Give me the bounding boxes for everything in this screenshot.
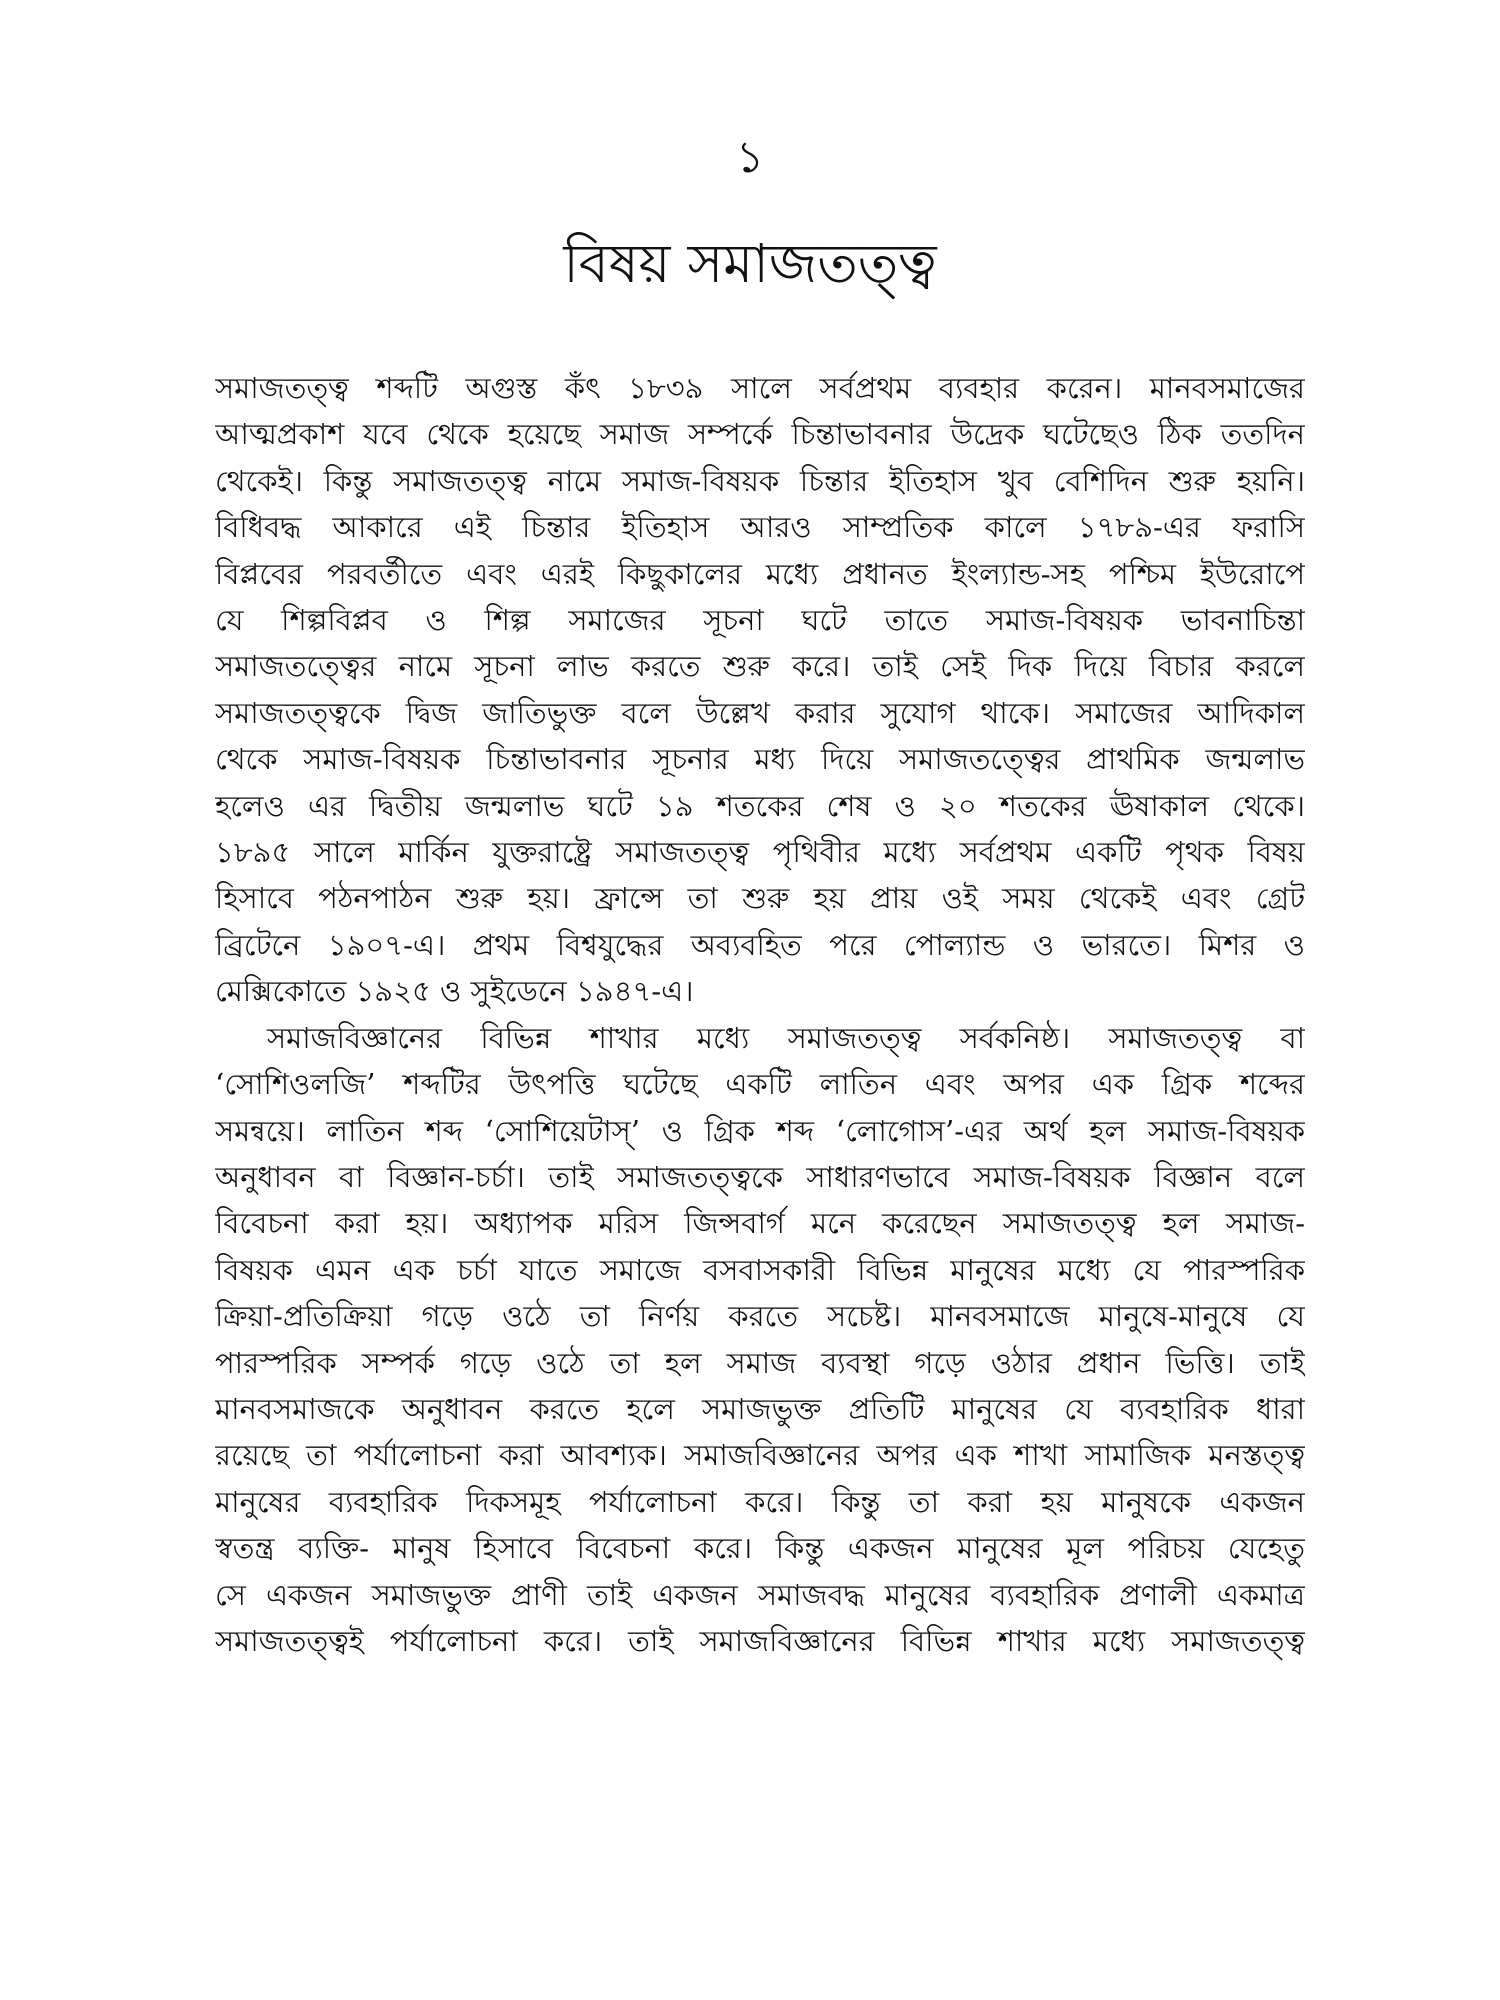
text-line: মানবসমাজকে অনুধাবন করতে হলে সমাজভুক্ত প্রতিটি মানুষের যে ব্যবহারিক ধারা [215,1391,1305,1426]
text-line: সমাজবিজ্ঞানের বিভিন্ন শাখার মধ্যে সমাজতত্ত্ব সর্বকনিষ্ঠ। সমাজতত্ত্ব বা [267,1020,1305,1055]
text-line: ব্রিটেনে ১৯০৭-এ। প্রথম বিশ্বযুদ্ধের অব্যবহিত পরে পোল্যান্ড ও ভারতে। মিশর ও [215,927,1305,962]
text-line: ‘সোশিওলজি’ শব্দটির উৎপত্তি ঘটেছে একটি লাতিন এবং অপর এক গ্রিক শব্দের [215,1067,1305,1102]
text-line: থেকেই। কিন্তু সমাজতত্ত্ব নামে সমাজ-বিষয়ক চিন্তার ইতিহাস খুব বেশিদিন শুরু হয়নি। [215,463,1305,498]
text-line: সমাজতত্ত্ব শব্দটি অগুস্ত কঁৎ ১৮৩৯ সালে সর্বপ্রথম ব্যবহার করেন। মানবসমাজের [215,371,1305,405]
chapter-title: বিষয় সমাজতত্ত্ব [563,232,937,295]
text-line: আত্মপ্রকাশ যবে থেকে হয়েছে সমাজ সম্পর্কে চিন্তাভাবনার উদ্রেক ঘটেছেও ঠিক ততদিন [215,417,1305,452]
chapter-body [215,365,1305,1664]
text-line: বিপ্লবের পরবর্তীতে এবং এরই কিছুকালের মধ্যে প্রধানত ইংল্যান্ড-সহ পশ্চিম ইউরোপে [215,556,1305,591]
text-line: বিষয়ক এমন এক চর্চা যাতে সমাজে বসবাসকারী বিভিন্ন মানুষের মধ্যে যে পারস্পরিক [215,1252,1305,1287]
text-line: সমাজতত্ত্বকে দ্বিজ জাতিভুক্ত বলে উল্লেখ করার সুযোগ থাকে। সমাজের আদিকাল [215,695,1305,730]
text-line: বিবেচনা করা হয়। অধ্যাপক মরিস জিন্সবার্গ মনে করেছেন সমাজতত্ত্ব হল সমাজ- [215,1206,1305,1241]
text-line: সমাজতত্ত্বের নামে সূচনা লাভ করতে শুরু করে। তাই সেই দিক দিয়ে বিচার করলে [215,649,1305,684]
text-line: স্বতন্ত্র ব্যক্তি- মানুষ হিসাবে বিবেচনা করে। কিন্তু একজন মানুষের মূল পরিচয় যেহেতু [215,1531,1305,1566]
text-line: অনুধাবন বা বিজ্ঞান-চর্চা। তাই সমাজতত্ত্বকে সাধারণভাবে সমাজ-বিষয়ক বিজ্ঞান বলে [215,1159,1305,1194]
text-line: সে একজন সমাজভুক্ত প্রাণী তাই একজন সমাজবদ্ধ মানুষের ব্যবহারিক প্রণালী একমাত্র [215,1577,1305,1612]
text-line: মানুষের ব্যবহারিক দিকসমূহ পর্যালোচনা করে। কিন্তু তা করা হয় মানুষকে একজন [215,1484,1305,1519]
text-line: যে শিল্পবিপ্লব ও শিল্প সমাজের সূচনা ঘটে তাতে সমাজ-বিষয়ক ভাবনাচিন্তা [215,603,1305,638]
text-line: সমাজতত্ত্বই পর্যালোচনা করে। তাই সমাজবিজ্ঞানের বিভিন্ন শাখার মধ্যে সমাজতত্ত্ব [215,1623,1305,1658]
paragraph [215,1015,1305,1665]
paragraph [215,365,1305,1015]
text-line: পারস্পরিক সম্পর্ক গড়ে ওঠে তা হল সমাজ ব্যবস্থা গড়ে ওঠার প্রধান ভিত্তি। তাই [215,1345,1305,1380]
chapter-number: ১ [735,132,765,183]
text-line: বিধিবদ্ধ আকারে এই চিন্তার ইতিহাস আরও সাম্প্রতিক কালে ১৭৮৯-এর ফরাসি [215,510,1305,545]
text-line: হিসাবে পঠনপাঠন শুরু হয়। ফ্রান্সে তা শুরু হয় প্রায় ওই সময় থেকেই এবং গ্রেট [215,881,1305,916]
text-line: থেকে সমাজ-বিষয়ক চিন্তাভাবনার সূচনার মধ্য দিয়ে সমাজতত্ত্বের প্রাথমিক জন্মলাভ [215,742,1305,777]
text-line: মেক্সিকোতে ১৯২৫ ও সুইডেনে ১৯৪৭-এ। [215,974,694,1009]
text-line: সমন্বয়ে। লাতিন শব্দ ‘সোশিয়েটাস্’ ও গ্রিক শব্দ ‘লোগোস’-এর অর্থ হল সমাজ-বিষয়ক [215,1113,1305,1148]
text-line: ক্রিয়া-প্রতিক্রিয়া গড়ে ওঠে তা নির্ণয় করতে সচেষ্ট। মানবসমাজে মানুষে-মানুষে যে [215,1299,1305,1334]
text-line: রয়েছে তা পর্যালোচনা করা আবশ্যক। সমাজবিজ্ঞানের অপর এক শাখা সামাজিক মনস্তত্ত্ব [215,1438,1305,1473]
text-line: হলেও এর দ্বিতীয় জন্মলাভ ঘটে ১৯ শতকের শেষ ও ২০ শতকের ঊষাকাল থেকে। [215,788,1305,823]
text-line: ১৮৯৫ সালে মার্কিন যুক্তরাষ্ট্রে সমাজতত্ত্ব পৃথিবীর মধ্যে সর্বপ্রথম একটি পৃথক বিষয় [215,835,1305,870]
